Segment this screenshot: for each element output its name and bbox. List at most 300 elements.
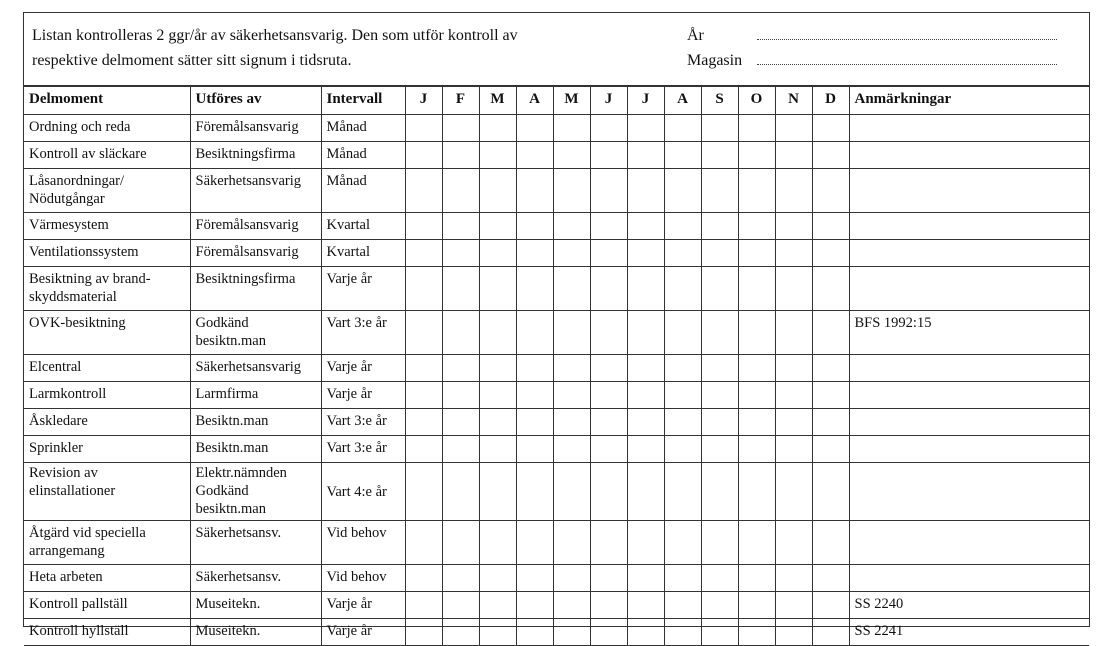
cell-intervall: Kvartal: [321, 240, 405, 267]
cell-anmarkningar: [849, 240, 1089, 267]
cell-anmarkningar: [849, 565, 1089, 592]
month-signature-cell[interactable]: [590, 267, 627, 311]
cell-delmoment: Ordning och reda: [24, 115, 190, 142]
col-header-intervall: Intervall: [321, 87, 405, 115]
year-dotted-line[interactable]: [757, 23, 1057, 40]
month-signature-cell[interactable]: [405, 409, 442, 436]
month-signature-cell[interactable]: [812, 213, 849, 240]
month-signature-cell[interactable]: [775, 240, 812, 267]
month-signature-cell[interactable]: [553, 521, 590, 565]
cell-utfores-av: Besiktningsfirma: [190, 142, 321, 169]
month-signature-cell[interactable]: [553, 592, 590, 619]
cell-anmarkningar: [849, 267, 1089, 311]
month-signature-cell[interactable]: [627, 409, 664, 436]
col-header-month: M: [479, 87, 516, 115]
month-signature-cell[interactable]: [627, 565, 664, 592]
month-signature-cell[interactable]: [590, 436, 627, 463]
cell-delmoment: Kontroll av släckare: [24, 142, 190, 169]
month-signature-cell[interactable]: [405, 169, 442, 213]
month-signature-cell[interactable]: [627, 142, 664, 169]
cell-utfores-av: Besiktn.man: [190, 436, 321, 463]
month-signature-cell[interactable]: [590, 592, 627, 619]
month-signature-cell[interactable]: [442, 436, 479, 463]
cell-intervall: Månad: [321, 115, 405, 142]
table-header-row: [24, 87, 1089, 115]
month-signature-cell[interactable]: [590, 142, 627, 169]
cell-utfores-av: Besiktn.man: [190, 409, 321, 436]
month-signature-cell[interactable]: [405, 565, 442, 592]
month-signature-cell[interactable]: [553, 565, 590, 592]
month-signature-cell[interactable]: [405, 142, 442, 169]
month-signature-cell[interactable]: [516, 592, 553, 619]
month-signature-cell[interactable]: [479, 213, 516, 240]
month-signature-cell[interactable]: [590, 382, 627, 409]
cell-intervall: Vid behov: [321, 521, 405, 565]
month-signature-cell[interactable]: [590, 409, 627, 436]
month-signature-cell[interactable]: [701, 436, 738, 463]
month-signature-cell[interactable]: [701, 619, 738, 646]
month-signature-cell[interactable]: [738, 592, 775, 619]
month-signature-cell[interactable]: [516, 619, 553, 646]
month-signature-cell[interactable]: [701, 355, 738, 382]
cell-intervall: Kvartal: [321, 213, 405, 240]
month-signature-cell[interactable]: [664, 267, 701, 311]
month-signature-cell[interactable]: [775, 409, 812, 436]
col-header-month: J: [627, 87, 664, 115]
month-signature-cell[interactable]: [479, 115, 516, 142]
cell-utfores-av: Säkerhetsansv.: [190, 565, 321, 592]
month-signature-cell[interactable]: [738, 409, 775, 436]
month-signature-cell[interactable]: [775, 355, 812, 382]
col-header-month: D: [812, 87, 849, 115]
month-signature-cell[interactable]: [812, 521, 849, 565]
checklist-sheet: [23, 12, 1090, 639]
month-signature-cell[interactable]: [405, 213, 442, 240]
month-signature-cell[interactable]: [479, 619, 516, 646]
month-signature-cell[interactable]: [812, 592, 849, 619]
month-signature-cell[interactable]: [664, 169, 701, 213]
month-signature-cell[interactable]: [590, 619, 627, 646]
cell-anmarkningar: [849, 355, 1089, 382]
intro-text: [32, 23, 518, 73]
month-signature-cell[interactable]: [442, 619, 479, 646]
month-signature-cell[interactable]: [479, 436, 516, 463]
month-signature-cell[interactable]: [553, 463, 590, 521]
month-signature-cell[interactable]: [627, 355, 664, 382]
checklist-header: [24, 13, 1089, 86]
year-field[interactable]: [687, 23, 1057, 48]
table-row: [24, 592, 1089, 619]
month-signature-cell[interactable]: [553, 311, 590, 355]
month-signature-cell[interactable]: [479, 267, 516, 311]
month-signature-cell[interactable]: [738, 355, 775, 382]
cell-intervall: Varje år: [321, 355, 405, 382]
col-header-anmarkningar: Anmärkningar: [849, 87, 1089, 115]
table-row: [24, 115, 1089, 142]
month-signature-cell[interactable]: [442, 311, 479, 355]
month-signature-cell[interactable]: [627, 169, 664, 213]
month-signature-cell[interactable]: [553, 409, 590, 436]
month-signature-cell[interactable]: [442, 409, 479, 436]
cell-delmoment: Låsanordningar/ Nödutgångar: [24, 169, 190, 213]
cell-delmoment: Besiktning av brand- skyddsmaterial: [24, 267, 190, 311]
month-signature-cell[interactable]: [738, 267, 775, 311]
month-signature-cell[interactable]: [664, 463, 701, 521]
month-signature-cell[interactable]: [738, 240, 775, 267]
cell-delmoment: Sprinkler: [24, 436, 190, 463]
cell-anmarkningar: [849, 409, 1089, 436]
month-signature-cell[interactable]: [664, 521, 701, 565]
month-signature-cell[interactable]: [405, 436, 442, 463]
month-signature-cell[interactable]: [442, 463, 479, 521]
cell-delmoment: Kontroll pallställ: [24, 592, 190, 619]
month-signature-cell[interactable]: [590, 565, 627, 592]
month-signature-cell[interactable]: [738, 213, 775, 240]
cell-utfores-av: Föremålsansvarig: [190, 213, 321, 240]
cell-utfores-av: Larmfirma: [190, 382, 321, 409]
table-row: [24, 565, 1089, 592]
cell-utfores-av: Besiktningsfirma: [190, 267, 321, 311]
month-signature-cell[interactable]: [664, 213, 701, 240]
month-signature-cell[interactable]: [442, 592, 479, 619]
table-body: [24, 115, 1089, 646]
cell-intervall: Vart 3:e år: [321, 409, 405, 436]
cell-utfores-av: Museitekn.: [190, 592, 321, 619]
month-signature-cell[interactable]: [738, 142, 775, 169]
month-signature-cell[interactable]: [479, 409, 516, 436]
month-signature-cell[interactable]: [701, 409, 738, 436]
month-signature-cell[interactable]: [590, 311, 627, 355]
month-signature-cell[interactable]: [701, 463, 738, 521]
month-signature-cell[interactable]: [516, 267, 553, 311]
magasin-label: Magasin: [687, 52, 743, 69]
month-signature-cell[interactable]: [405, 592, 442, 619]
month-signature-cell[interactable]: [479, 382, 516, 409]
month-signature-cell[interactable]: [627, 592, 664, 619]
cell-intervall: Varje år: [321, 619, 405, 646]
month-signature-cell[interactable]: [664, 311, 701, 355]
month-signature-cell[interactable]: [812, 240, 849, 267]
month-signature-cell[interactable]: [664, 240, 701, 267]
month-signature-cell[interactable]: [553, 169, 590, 213]
month-signature-cell[interactable]: [627, 213, 664, 240]
month-signature-cell[interactable]: [553, 267, 590, 311]
month-signature-cell[interactable]: [738, 311, 775, 355]
month-signature-cell[interactable]: [590, 521, 627, 565]
cell-anmarkningar: SS 2240: [849, 592, 1089, 619]
month-signature-cell[interactable]: [775, 592, 812, 619]
table-row: [24, 463, 1089, 521]
month-signature-cell[interactable]: [479, 169, 516, 213]
cell-delmoment: Larmkontroll: [24, 382, 190, 409]
month-signature-cell[interactable]: [516, 521, 553, 565]
month-signature-cell[interactable]: [627, 267, 664, 311]
cell-utfores-av: Godkänd besiktn.man: [190, 311, 321, 355]
month-signature-cell[interactable]: [664, 409, 701, 436]
month-signature-cell[interactable]: [701, 240, 738, 267]
month-signature-cell[interactable]: [516, 115, 553, 142]
month-signature-cell[interactable]: [738, 619, 775, 646]
month-signature-cell[interactable]: [479, 142, 516, 169]
month-signature-cell[interactable]: [442, 169, 479, 213]
col-header-month: A: [516, 87, 553, 115]
month-signature-cell[interactable]: [812, 619, 849, 646]
month-signature-cell[interactable]: [701, 311, 738, 355]
month-signature-cell[interactable]: [516, 142, 553, 169]
month-signature-cell[interactable]: [590, 169, 627, 213]
cell-anmarkningar: BFS 1992:15: [849, 311, 1089, 355]
table-row: [24, 267, 1089, 311]
month-signature-cell[interactable]: [516, 311, 553, 355]
month-signature-cell[interactable]: [442, 240, 479, 267]
month-signature-cell[interactable]: [479, 240, 516, 267]
month-signature-cell[interactable]: [553, 240, 590, 267]
month-signature-cell[interactable]: [590, 463, 627, 521]
month-signature-cell[interactable]: [516, 355, 553, 382]
month-signature-cell[interactable]: [775, 267, 812, 311]
cell-intervall: Månad: [321, 142, 405, 169]
cell-delmoment: Åskledare: [24, 409, 190, 436]
month-signature-cell[interactable]: [553, 382, 590, 409]
cell-anmarkningar: [849, 213, 1089, 240]
cell-anmarkningar: [849, 169, 1089, 213]
cell-anmarkningar: [849, 463, 1089, 521]
month-signature-cell[interactable]: [775, 115, 812, 142]
month-signature-cell[interactable]: [590, 115, 627, 142]
month-signature-cell[interactable]: [738, 463, 775, 521]
month-signature-cell[interactable]: [516, 436, 553, 463]
col-header-delmoment: Delmoment: [24, 87, 190, 115]
month-signature-cell[interactable]: [405, 267, 442, 311]
month-signature-cell[interactable]: [812, 115, 849, 142]
table-row: [24, 521, 1089, 565]
cell-delmoment: Ventilationssystem: [24, 240, 190, 267]
month-signature-cell[interactable]: [775, 436, 812, 463]
month-signature-cell[interactable]: [405, 311, 442, 355]
month-signature-cell[interactable]: [701, 521, 738, 565]
month-signature-cell[interactable]: [627, 311, 664, 355]
table-row: [24, 311, 1089, 355]
cell-intervall: Varje år: [321, 592, 405, 619]
table-row: [24, 355, 1089, 382]
cell-intervall: Varje år: [321, 382, 405, 409]
month-signature-cell[interactable]: [405, 619, 442, 646]
month-signature-cell[interactable]: [775, 213, 812, 240]
table-row: [24, 619, 1089, 646]
month-signature-cell[interactable]: [775, 463, 812, 521]
cell-utfores-av: Elektr.nämnden Godkänd besiktn.man: [190, 463, 321, 521]
month-signature-cell[interactable]: [479, 521, 516, 565]
cell-utfores-av: Föremålsansvarig: [190, 115, 321, 142]
month-signature-cell[interactable]: [738, 382, 775, 409]
month-signature-cell[interactable]: [553, 213, 590, 240]
month-signature-cell[interactable]: [405, 463, 442, 521]
table-row: [24, 382, 1089, 409]
col-header-month: N: [775, 87, 812, 115]
month-signature-cell[interactable]: [405, 382, 442, 409]
month-signature-cell[interactable]: [738, 169, 775, 213]
month-signature-cell[interactable]: [664, 619, 701, 646]
month-signature-cell[interactable]: [701, 142, 738, 169]
year-label: År: [687, 27, 704, 44]
cell-delmoment: OVK-besiktning: [24, 311, 190, 355]
month-signature-cell[interactable]: [553, 436, 590, 463]
month-signature-cell[interactable]: [479, 592, 516, 619]
month-signature-cell[interactable]: [664, 382, 701, 409]
month-signature-cell[interactable]: [442, 355, 479, 382]
inspection-table: [24, 86, 1089, 646]
month-signature-cell[interactable]: [479, 311, 516, 355]
month-signature-cell[interactable]: [664, 565, 701, 592]
cell-delmoment: Revision av elinstallationer: [24, 463, 190, 521]
table-row: [24, 409, 1089, 436]
col-header-utfores-av: Utföres av: [190, 87, 321, 115]
month-signature-cell[interactable]: [775, 169, 812, 213]
month-signature-cell[interactable]: [738, 565, 775, 592]
month-signature-cell[interactable]: [627, 115, 664, 142]
month-signature-cell[interactable]: [442, 142, 479, 169]
month-signature-cell[interactable]: [627, 436, 664, 463]
month-signature-cell[interactable]: [590, 213, 627, 240]
month-signature-cell[interactable]: [405, 115, 442, 142]
month-signature-cell[interactable]: [701, 115, 738, 142]
month-signature-cell[interactable]: [590, 355, 627, 382]
month-signature-cell[interactable]: [516, 213, 553, 240]
month-signature-cell[interactable]: [738, 115, 775, 142]
table-row: [24, 436, 1089, 463]
cell-anmarkningar: [849, 142, 1089, 169]
table-row: [24, 142, 1089, 169]
cell-utfores-av: Säkerhetsansvarig: [190, 169, 321, 213]
month-signature-cell[interactable]: [701, 565, 738, 592]
col-header-month: O: [738, 87, 775, 115]
month-signature-cell[interactable]: [516, 409, 553, 436]
month-signature-cell[interactable]: [442, 213, 479, 240]
month-signature-cell[interactable]: [516, 382, 553, 409]
magasin-field[interactable]: [687, 48, 1057, 73]
month-signature-cell[interactable]: [664, 142, 701, 169]
month-signature-cell[interactable]: [516, 169, 553, 213]
col-header-month: J: [590, 87, 627, 115]
month-signature-cell[interactable]: [775, 565, 812, 592]
month-signature-cell[interactable]: [701, 592, 738, 619]
month-signature-cell[interactable]: [664, 592, 701, 619]
header-fields: [687, 23, 1057, 73]
cell-intervall: Vart 3:e år: [321, 436, 405, 463]
month-signature-cell[interactable]: [479, 565, 516, 592]
col-header-month: J: [405, 87, 442, 115]
month-signature-cell[interactable]: [812, 311, 849, 355]
month-signature-cell[interactable]: [812, 463, 849, 521]
month-signature-cell[interactable]: [701, 382, 738, 409]
month-signature-cell[interactable]: [775, 521, 812, 565]
month-signature-cell[interactable]: [812, 267, 849, 311]
month-signature-cell[interactable]: [664, 355, 701, 382]
cell-delmoment: Åtgärd vid speciella arrangemang: [24, 521, 190, 565]
cell-intervall: Vart 3:e år: [321, 311, 405, 355]
cell-delmoment: Värmesystem: [24, 213, 190, 240]
month-signature-cell[interactable]: [701, 267, 738, 311]
month-signature-cell[interactable]: [812, 565, 849, 592]
cell-intervall: Varje år: [321, 267, 405, 311]
cell-anmarkningar: [849, 521, 1089, 565]
month-signature-cell[interactable]: [405, 521, 442, 565]
month-signature-cell[interactable]: [442, 267, 479, 311]
month-signature-cell[interactable]: [701, 169, 738, 213]
month-signature-cell[interactable]: [442, 521, 479, 565]
month-signature-cell[interactable]: [516, 240, 553, 267]
month-signature-cell[interactable]: [627, 521, 664, 565]
magasin-dotted-line[interactable]: [757, 48, 1057, 65]
month-signature-cell[interactable]: [516, 565, 553, 592]
col-header-month: A: [664, 87, 701, 115]
month-signature-cell[interactable]: [812, 169, 849, 213]
month-signature-cell[interactable]: [405, 355, 442, 382]
cell-utfores-av: Föremålsansvarig: [190, 240, 321, 267]
month-signature-cell[interactable]: [627, 382, 664, 409]
month-signature-cell[interactable]: [553, 142, 590, 169]
table-row: [24, 240, 1089, 267]
month-signature-cell[interactable]: [812, 409, 849, 436]
col-header-month: S: [701, 87, 738, 115]
month-signature-cell[interactable]: [812, 436, 849, 463]
cell-utfores-av: Säkerhetsansv.: [190, 521, 321, 565]
table-row: [24, 213, 1089, 240]
month-signature-cell[interactable]: [553, 115, 590, 142]
month-signature-cell[interactable]: [775, 382, 812, 409]
month-signature-cell[interactable]: [442, 115, 479, 142]
cell-delmoment: Kontroll hyllställ: [24, 619, 190, 646]
intro-line-1: Listan kontrolleras 2 ggr/år av säkerhetsansvarig. Den som utför kontroll av: [32, 27, 518, 44]
month-signature-cell[interactable]: [775, 142, 812, 169]
col-header-month: F: [442, 87, 479, 115]
month-signature-cell[interactable]: [664, 436, 701, 463]
cell-anmarkningar: [849, 436, 1089, 463]
month-signature-cell[interactable]: [775, 619, 812, 646]
month-signature-cell[interactable]: [405, 240, 442, 267]
cell-intervall: Månad: [321, 169, 405, 213]
month-signature-cell[interactable]: [627, 463, 664, 521]
month-signature-cell[interactable]: [479, 463, 516, 521]
month-signature-cell[interactable]: [627, 240, 664, 267]
month-signature-cell[interactable]: [701, 213, 738, 240]
cell-delmoment: Heta arbeten: [24, 565, 190, 592]
cell-utfores-av: Säkerhetsansvarig: [190, 355, 321, 382]
month-signature-cell[interactable]: [442, 565, 479, 592]
month-signature-cell[interactable]: [553, 355, 590, 382]
cell-utfores-av: Museitekn.: [190, 619, 321, 646]
month-signature-cell[interactable]: [590, 240, 627, 267]
month-signature-cell[interactable]: [775, 311, 812, 355]
month-signature-cell[interactable]: [553, 619, 590, 646]
cell-anmarkningar: [849, 382, 1089, 409]
cell-delmoment: Elcentral: [24, 355, 190, 382]
month-signature-cell[interactable]: [812, 355, 849, 382]
month-signature-cell[interactable]: [479, 355, 516, 382]
intro-line-2: respektive delmoment sätter sitt signum i tidsruta.: [32, 52, 352, 69]
month-signature-cell[interactable]: [812, 142, 849, 169]
month-signature-cell[interactable]: [738, 436, 775, 463]
month-signature-cell[interactable]: [812, 382, 849, 409]
col-header-month: M: [553, 87, 590, 115]
cell-anmarkningar: SS 2241: [849, 619, 1089, 646]
month-signature-cell[interactable]: [516, 463, 553, 521]
month-signature-cell[interactable]: [442, 382, 479, 409]
cell-intervall: Vart 4:e år: [321, 463, 405, 521]
month-signature-cell[interactable]: [664, 115, 701, 142]
month-signature-cell[interactable]: [738, 521, 775, 565]
month-signature-cell[interactable]: [627, 619, 664, 646]
